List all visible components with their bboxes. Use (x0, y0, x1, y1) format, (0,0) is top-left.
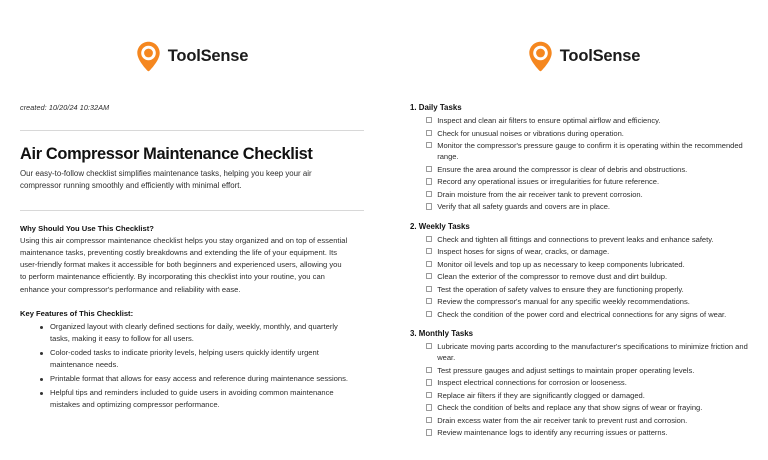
section-heading-why: Why Should You Use This Checklist? (20, 223, 154, 233)
task-row[interactable] (410, 309, 758, 320)
task-label: Replace air filters if they are significantly clogged or damaged. (437, 390, 645, 400)
task-label: Drain moisture from the air receiver tank to prevent corrosion. (437, 189, 643, 199)
task-label: Inspect and clean air filters to ensure optimal airflow and efficiency. (437, 116, 661, 125)
task-list-daily (410, 115, 758, 213)
task-row[interactable] (410, 296, 758, 307)
task-row[interactable] (410, 259, 758, 270)
checkbox-unchecked-icon[interactable] (426, 298, 432, 304)
task-label: Drain excess water from the air receiver tank to prevent rust and corrosion. (437, 415, 688, 425)
task-row[interactable] (410, 390, 758, 401)
task-label: Verify that all safety guards and covers are in place. (437, 202, 611, 212)
task-group-monthly (410, 329, 758, 439)
task-group-daily (410, 103, 758, 213)
checkbox-unchecked-icon[interactable] (426, 343, 432, 349)
checkbox-unchecked-icon[interactable] (426, 379, 432, 385)
checkbox-unchecked-icon[interactable] (426, 203, 432, 209)
section-heading-features: Key Features of This Checklist: (20, 309, 134, 319)
list-item: Helpful tips and reminders included to guide users in avoiding common maintenance mistakes and optimizing compressor performance. (40, 387, 358, 412)
checkbox-unchecked-icon[interactable] (426, 273, 432, 279)
checkbox-unchecked-icon[interactable] (426, 130, 432, 136)
list-item: Color-coded tasks to indicate priority levels, helping users quickly identify urgent maintenance needs. (40, 347, 358, 372)
checkbox-unchecked-icon[interactable] (426, 142, 432, 148)
list-item: Organized layout with clearly defined sections for daily, weekly, monthly, and quarterly tasks, making it easy to follow for all users. (40, 321, 358, 346)
task-row[interactable] (410, 284, 758, 295)
location-pin-icon (136, 41, 161, 72)
task-label: Test pressure gauges and adjust settings to maintain proper operating levels. (437, 365, 695, 375)
page-right (384, 0, 768, 460)
page-subtitle: Our easy-to-follow checklist simplifies maintenance tasks, helping you keep your air compressor running smoothly and efficiently with minimal effort. (20, 169, 312, 191)
location-pin-icon (528, 41, 553, 72)
list-item: Printable format that allows for easy access and reference during maintenance sessions. (40, 373, 358, 385)
checkbox-unchecked-icon[interactable] (426, 429, 432, 435)
task-row[interactable] (410, 189, 758, 200)
checkbox-unchecked-icon[interactable] (426, 191, 432, 197)
page-title: Air Compressor Maintenance Checklist (20, 145, 313, 163)
checkbox-unchecked-icon[interactable] (426, 166, 432, 172)
brand-name: ToolSense (559, 47, 641, 66)
task-label: Clean the exterior of the compressor to remove dust and dirt buildup. (437, 272, 668, 282)
task-label: Inspect electrical connections for corrosion or looseness. (437, 378, 627, 388)
checkbox-unchecked-icon[interactable] (426, 404, 432, 410)
checkbox-unchecked-icon[interactable] (426, 311, 432, 317)
divider-top (20, 130, 364, 131)
brand-logo-left (18, 0, 366, 72)
task-row[interactable] (410, 246, 758, 257)
task-label: Check for unusual noises or vibrations during operation. (437, 128, 624, 138)
task-label: Monitor oil levels and top up as necessary to keep components lubricated. (437, 259, 685, 269)
checkbox-unchecked-icon[interactable] (426, 236, 432, 242)
task-label: Review the compressor's manual for any specific weekly recommendations. (437, 297, 690, 307)
task-label: Inspect hoses for signs of wear, cracks, or damage. (437, 247, 610, 257)
section-body-why: Using this air compressor maintenance checklist helps you stay organized and on top of essential maintenance tasks, preventing costly breakdowns and extending the life of your equipment. Its user-friendly format makes it accessible for both beginners and experienced users, allowing you to perform maintenance efficiently. By incorporating this checklist into your routine, you can enhance your compressor's performance and reliability with ease. (20, 235, 348, 294)
task-label: Review maintenance logs to identify any recurring issues or patterns. (437, 428, 668, 438)
task-row[interactable] (410, 164, 758, 175)
checkbox-unchecked-icon[interactable] (426, 417, 432, 423)
task-label: Monitor the compressor's pressure gauge to confirm it is operating within the recommended range. (437, 141, 743, 162)
task-row[interactable] (410, 271, 758, 282)
task-row[interactable] (410, 115, 758, 126)
task-row[interactable] (410, 201, 758, 212)
task-label: Ensure the area around the compressor is clear of debris and obstructions. (437, 164, 688, 174)
checkbox-unchecked-icon[interactable] (426, 178, 432, 184)
task-group-weekly (410, 222, 758, 320)
task-row[interactable] (410, 128, 758, 139)
task-list-weekly (410, 234, 758, 320)
task-row[interactable] (410, 402, 758, 413)
brand-name: ToolSense (167, 47, 249, 66)
task-row[interactable] (410, 234, 758, 245)
task-label: Check the condition of the power cord and electrical connections for any signs of wear. (437, 309, 727, 319)
brand-logo-right (410, 0, 758, 72)
checkbox-unchecked-icon[interactable] (426, 392, 432, 398)
task-label: Check the condition of belts and replace any that show signs of wear or fraying. (437, 403, 703, 413)
task-row[interactable] (410, 377, 758, 388)
task-row[interactable] (410, 427, 758, 438)
task-group-title: 2. Weekly Tasks (410, 221, 470, 231)
task-label: Check and tighten all fittings and connections to prevent leaks and enhance safety. (437, 234, 714, 244)
task-row[interactable] (410, 140, 758, 163)
task-label: Lubricate moving parts according to the manufacturer's specifications to minimize friction and wear. (437, 341, 748, 363)
task-row[interactable] (410, 365, 758, 376)
task-group-title: 3. Monthly Tasks (410, 328, 473, 338)
feature-list (18, 321, 366, 412)
task-row[interactable] (410, 176, 758, 187)
created-timestamp: created: 10/20/24 10:32AM (20, 103, 110, 112)
task-label: Record any operational issues or irregularities for future reference. (437, 177, 660, 187)
task-group-title: 1. Daily Tasks (410, 103, 462, 112)
checkbox-unchecked-icon[interactable] (426, 117, 432, 123)
task-list-monthly (410, 341, 758, 439)
divider-middle (20, 210, 364, 211)
task-label: Test the operation of safety valves to ensure they are functioning properly. (437, 284, 684, 294)
checkbox-unchecked-icon[interactable] (426, 261, 432, 267)
task-row[interactable] (410, 341, 758, 364)
task-row[interactable] (410, 415, 758, 426)
checkbox-unchecked-icon[interactable] (426, 286, 432, 292)
checkbox-unchecked-icon[interactable] (426, 367, 432, 373)
checkbox-unchecked-icon[interactable] (426, 248, 432, 254)
